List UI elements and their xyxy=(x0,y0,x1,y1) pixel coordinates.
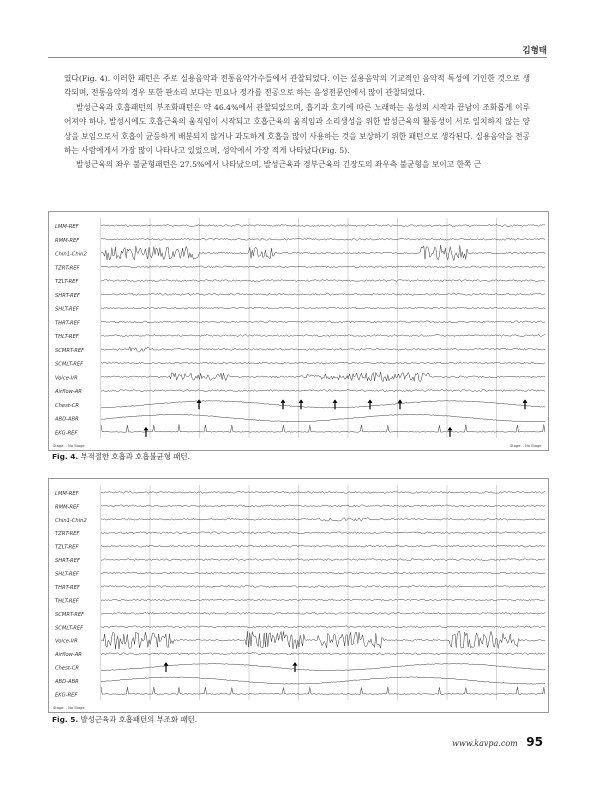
fig4-arrow-head xyxy=(448,427,453,431)
fig4-arrow-head xyxy=(523,399,528,403)
figure-4-traces xyxy=(49,212,548,450)
fig4-trace xyxy=(101,238,545,240)
fig4-channel-label: LMM-REF xyxy=(55,224,79,231)
fig5-channel-label: SCMRT-REF xyxy=(55,611,85,618)
running-head-author: 김형태 xyxy=(522,46,547,56)
fig5-trace xyxy=(101,677,545,684)
fig4-channel-label: Chest-CR xyxy=(55,402,79,409)
fig4-channel-label: TZLT-REF xyxy=(55,279,79,286)
fig4-arrow-head xyxy=(398,399,403,403)
figure-5-caption-label: Fig. 5. xyxy=(52,715,79,724)
header-rule xyxy=(48,57,547,58)
fig5-channel-label: SCMLT-REF xyxy=(55,625,84,632)
fig5-trace xyxy=(101,492,545,494)
fig4-trace xyxy=(101,401,545,408)
fig4-channel-label: SHRT-REF xyxy=(55,292,80,299)
fig4-arrow-head xyxy=(299,399,304,403)
fig5-channel-label: TZRT-REF xyxy=(55,531,80,538)
fig5-trace xyxy=(101,572,545,574)
fig4-channel-label: Voice-VR xyxy=(55,375,78,382)
fig4-channel-label: RMM-REF xyxy=(55,237,80,244)
paragraph-3: 발성근육의 좌우 불균형패턴은 27.5%에서 나타났으며, 발성근육과 경부근육의 긴장도의 좌우측 불균형을 보이고 한쪽 근 xyxy=(76,160,482,170)
fig4-trace xyxy=(101,293,545,295)
fig4-stage-label: Stage: - No Stage xyxy=(53,444,85,448)
fig5-arrow-head xyxy=(164,662,169,666)
fig5-trace xyxy=(101,599,545,601)
fig4-trace xyxy=(101,245,545,261)
fig5-trace xyxy=(101,559,545,561)
figure-4-caption-label: Fig. 4. xyxy=(52,452,79,461)
fig4-channel-label: SHLT-REF xyxy=(55,306,79,313)
fig4-trace xyxy=(101,347,545,352)
fig4-channel-label: TZRT-REF xyxy=(55,265,80,272)
fig4-channel-label: SCMRT-REF xyxy=(55,347,85,354)
fig4-channel-label: SCMLT-REF xyxy=(55,361,84,368)
fig5-channel-label: Airflow-AR xyxy=(55,652,82,659)
fig5-trace xyxy=(101,545,545,547)
fig5-trace xyxy=(101,532,545,534)
fig5-trace xyxy=(101,586,545,588)
fig5-channel-label: RMM-REF xyxy=(55,504,80,511)
fig4-stage-label-right: Stage: - No Stage xyxy=(510,444,542,448)
journal-url: www.kavpa.com xyxy=(452,739,518,748)
paragraph-1: 였다(Fig. 4). 이러한 패턴은 주로 실용음악과 전통음악가수들에서 관찰되었다. 이는 실용음악의 기교적인 음악적 특성에 기인한 것으로 생각되며, 전통음악의 경우 또한 판소리 보다는 민요나 정가를 전공으로 하는 음성전문인에서 많이 관찰되었다. xyxy=(64,74,530,98)
fig5-channel-label: THRT-REF xyxy=(55,584,80,591)
page-number: 95 xyxy=(526,735,543,749)
fig4-trace xyxy=(101,362,545,364)
fig5-channel-label: ABD-ABR xyxy=(55,679,79,686)
fig5-trace xyxy=(101,653,545,655)
fig4-channel-label: EKG-REF xyxy=(55,430,78,437)
fig4-trace xyxy=(101,225,545,227)
fig5-channel-label: SHRT-REF xyxy=(55,558,80,565)
fig4-trace xyxy=(101,390,545,392)
figure-4-polygraph xyxy=(48,211,549,451)
fig5-channel-label: SHLT-REF xyxy=(55,571,79,578)
fig4-trace xyxy=(101,266,545,268)
figure-4-caption xyxy=(52,451,190,462)
fig4-channel-label: Chin1-Chin2 xyxy=(55,251,87,258)
page-footer xyxy=(452,735,543,749)
fig4-channel-label: Airflow-AR xyxy=(55,389,82,396)
fig5-trace xyxy=(101,612,545,614)
fig5-trace xyxy=(101,505,545,507)
fig5-channel-label: TZLT-REF xyxy=(55,544,79,551)
fig5-trace xyxy=(101,626,545,628)
fig5-trace xyxy=(101,631,545,649)
fig4-trace xyxy=(101,335,545,337)
fig5-channel-label: Chest-CR xyxy=(55,665,79,672)
fig5-stage-label: Stage: - No Stage xyxy=(53,706,85,710)
figure-5-caption-text: 발성근육과 호흡패턴의 부조화 패턴. xyxy=(80,715,198,724)
fig5-arrow-head xyxy=(293,662,298,666)
fig4-arrow-head xyxy=(281,399,286,403)
fig5-channel-label: EKG-REF xyxy=(55,692,78,699)
fig4-trace xyxy=(101,321,545,323)
fig5-channel-label: LMM-REF xyxy=(55,490,79,497)
fig4-trace xyxy=(101,425,545,433)
fig4-arrow-head xyxy=(144,427,149,431)
fig4-trace xyxy=(101,414,545,421)
fig4-arrow-head xyxy=(333,399,338,403)
fig4-trace xyxy=(101,280,545,282)
paragraph-2: 발성근육과 호흡패턴의 부조화패턴은 약 46.4%에서 관찰되었으며, 흡기과 호기에 따른 노래하는 음성의 시작과 끝남이 조화롭게 이루어져야 하나, 발성시에도 호흡근육의 움직임이 시작되고 호흡근육의 움직임과 소리생성을 위한 발성근육의 활동성이 서로 일치하지 않는 양상을 보임으로서 호흡이 균등하게 배분되지 않거나 과도하게 호흡을 많이 사용하는 것을 보상하기 위한 패턴으로 생각된다. 실용음악을 전공하는 사람에게서 가장 많이 나타나고 있었으며, 성악에서 가장 적게 나타났다(Fig. 5). xyxy=(64,102,530,156)
figure-5-caption xyxy=(52,714,197,725)
fig4-channel-label: THRT-REF xyxy=(55,320,80,327)
fig4-arrow-head xyxy=(368,399,373,403)
fig4-channel-label: THLT-REF xyxy=(55,334,79,341)
fig5-channel-label: Voice-VR xyxy=(55,638,78,645)
fig4-trace xyxy=(101,307,545,309)
fig4-trace xyxy=(101,372,545,382)
fig4-channel-label: ABD-ABR xyxy=(55,416,79,423)
fig5-trace xyxy=(101,518,545,522)
figure-4-caption-text: 부적절한 호흡과 호흡불균형 패턴. xyxy=(80,452,190,461)
figure-5-traces xyxy=(49,479,548,712)
fig5-channel-label: THLT-REF xyxy=(55,598,79,605)
fig5-channel-label: Chin1-Chin2 xyxy=(55,517,87,524)
fig5-trace xyxy=(101,687,545,694)
body-text xyxy=(64,72,530,173)
figure-5-polygraph xyxy=(48,478,549,713)
